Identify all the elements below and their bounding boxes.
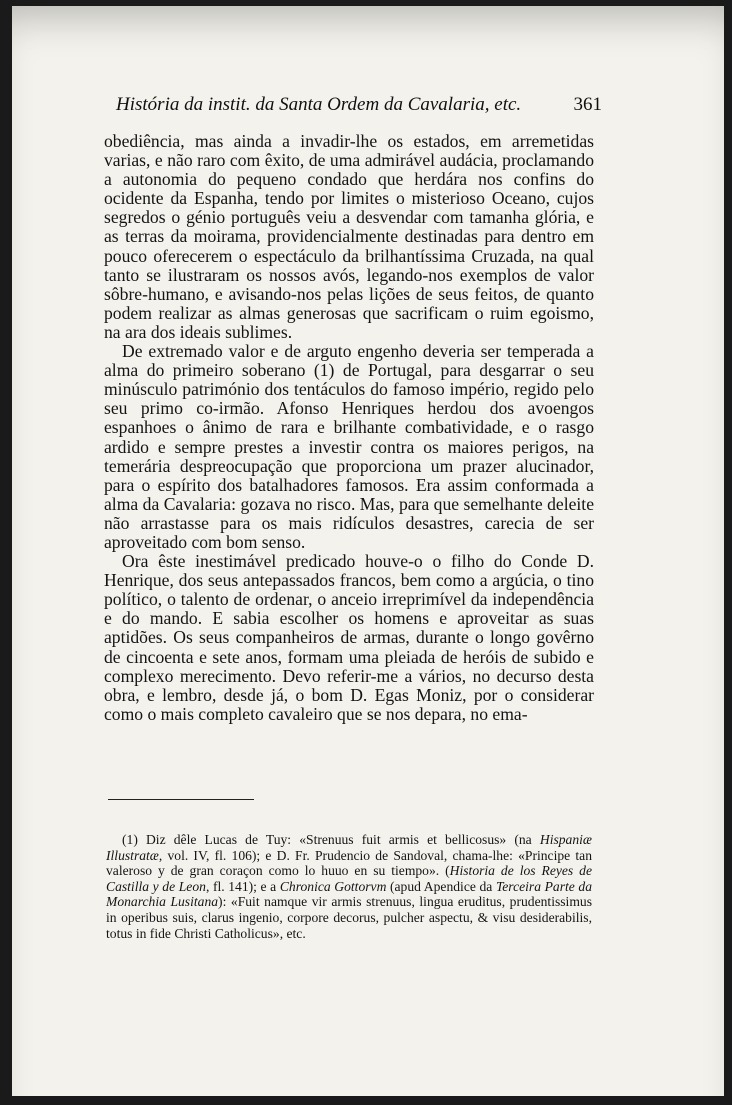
footnote-text: (apud Apendice da [386,878,496,894]
footnote-title: Terceira Parte da Monarchia Lusitana [106,878,593,910]
book-page [12,6,724,1096]
paragraph: De extremado valor e de arguto engenho deveria ser temperada a alma do primeiro soberano (1) de Portugal, para desgarrar o seu minúsculo património dos tentáculos do famoso império, regido pelo seu primo co-irmão. Afonso Henriques herdou dos avoengos espanhoes o ânimo de rara e brilhante combatividade, e o rasgo ardido e sempre prestes a investir contra os maiores perigos, na temerária despreocupação que proporciona um prazer alucinador, para o espírito dos batalhadores famosos. Era assim conformada a alma da Cavalaria: gozava no risco. Mas, para que semelhante deleite não arrastasse para os mais ridículos desastres, carecia de ser aproveitado com bom senso. [104,341,594,552]
footnote-text: , vol. IV, fl. 106); e D. Fr. Prudencio de Sandoval, chama-lhe: «Principe tan valeroso y de gran coraçon como lo huuo en su tiempo». ( [106,847,592,879]
footnote-text: (1) Diz dêle Lucas de Tuy: «Strenuus fuit armis et bellicosus» (na [122,832,540,847]
paragraph: obediência, mas ainda a invadir-lhe os estados, em arremetidas varias, e não raro com êxito, de uma admirável audácia, proclamando a autonomia do pequeno condado que herdára nos confins do ocidente da Espanha, tendo por limites o misterioso Oceano, cujos segredos o génio português veiu a desvendar com tamanha glória, e as terras da moirama, providencialmente destinadas para dentro em pouco oferecerem o espectáculo da brilhantíssima Cruzada, na qual tanto se ilustraram os nossos avós, legando-nos exemplos de valor sôbre-humano, e avisando-nos pelas lições de seus feitos, de quanto podem realizar as almas generosas que sacrificam o ruim egoismo, na ara dos ideais sublimes. [104,131,594,342]
footnotes [106,832,592,941]
running-head [116,94,602,120]
main-text [104,132,594,724]
running-title: História da instit. da Santa Ordem da Cavalaria, etc. [116,94,522,115]
footnote-text: ): «Fuit namque vir armis strenuus, lingua eruditus, prudentissimus in operibus suis, clarus ingenio, corpore decorus, pulcher aspectu, & visu desiderabilis, totus in fide Christi Catholicus», etc. [106,894,592,941]
footnote-1 [106,832,592,941]
footnote-title: Hispaniæ Illustratæ [106,832,592,863]
footnote-title: Historia de los Reyes de Castilla y de Leon [106,863,592,894]
footnote-text: , fl. 141); e a [205,878,280,894]
footnote-divider [108,799,254,800]
paragraph: Ora êste inestimável predicado houve-o o filho do Conde D. Henrique, dos seus antepassados francos, bem como a argúcia, o tino político, o talento de ordenar, o anceio irreprimível da independência e do mando. E sabia escolher os homens e aproveitar as suas aptidões. Os seus companheiros de armas, durante o longo govêrno de cincoenta e sete anos, formam uma pleiada de heróis de subido e complexo merecimento. Devo referir-me a vários, no decurso desta obra, e lembro, desde já, o bom D. Egas Moniz, por o considerar como o mais completo cavaleiro que se nos depara, no ema- [104,551,594,724]
footnote-title: Chronica Gottorvm [279,878,387,894]
page-number: 361 [573,94,602,115]
